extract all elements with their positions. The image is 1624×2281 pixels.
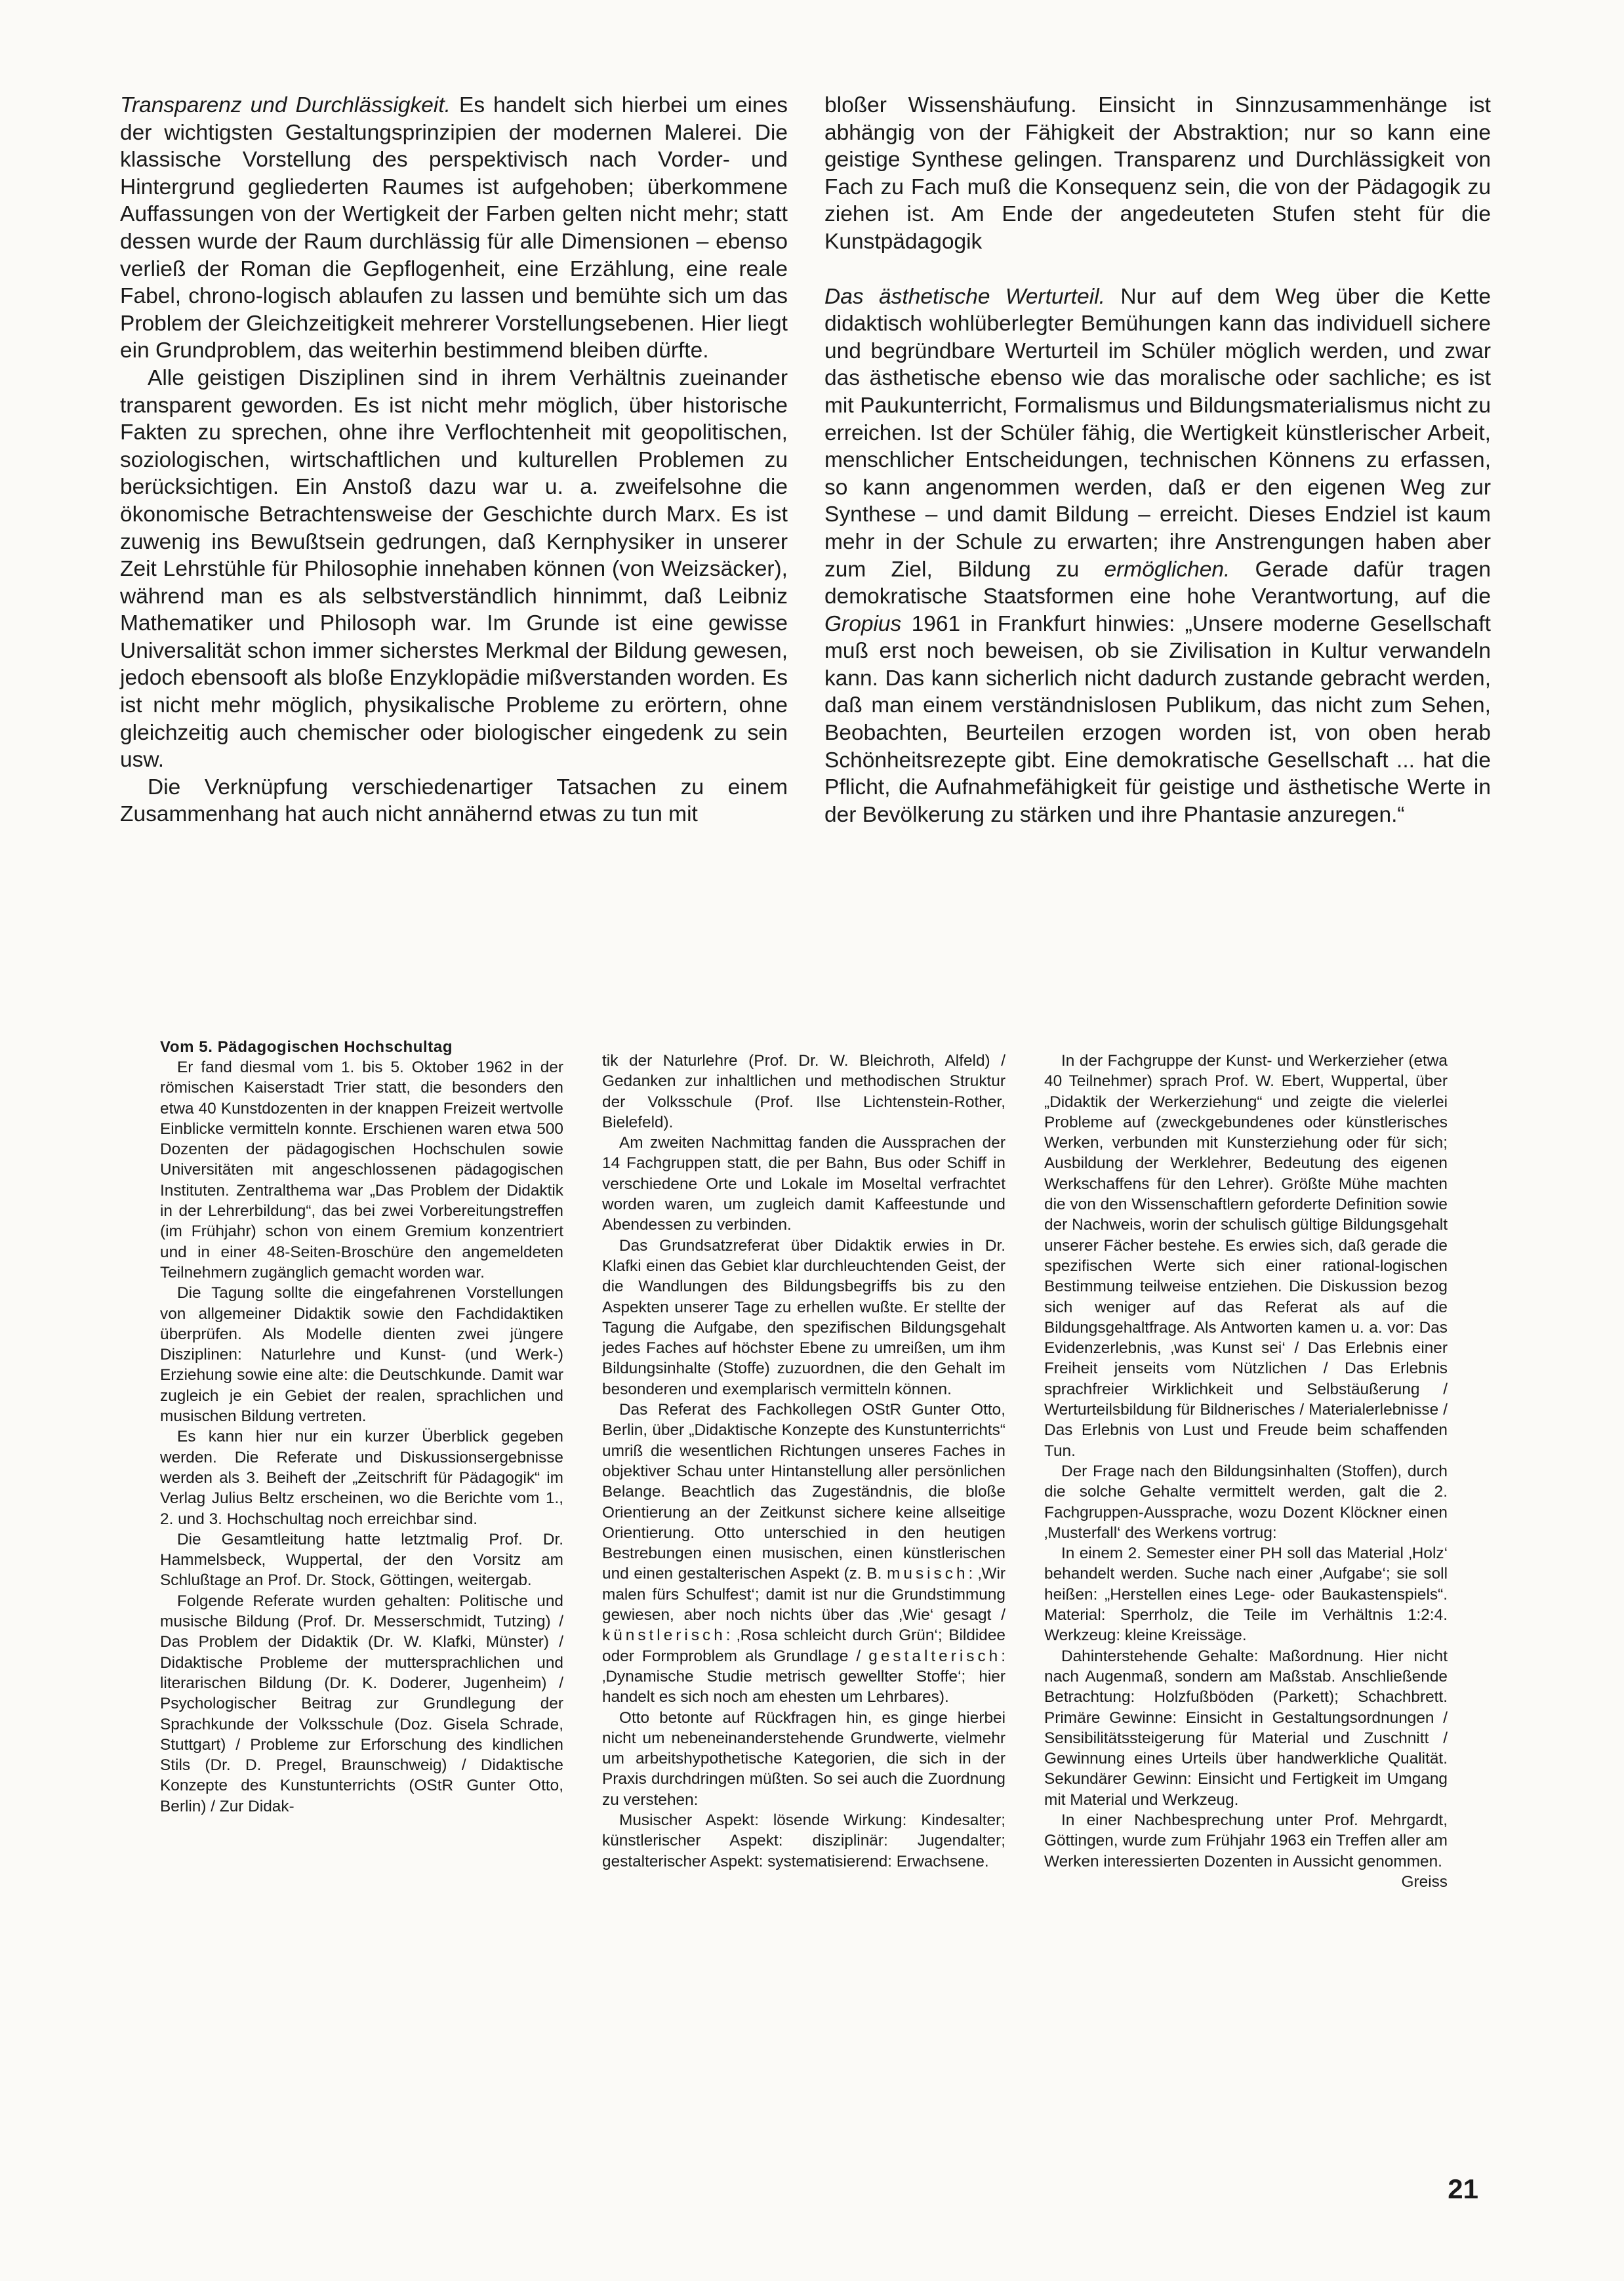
article-column-2 <box>824 92 1491 828</box>
report-column-2 <box>602 1051 1005 1872</box>
page-number: 21 <box>1448 2173 1478 2204</box>
report-paragraph: In der Fachgruppe der Kunst- und Werkerzieher (etwa 40 Teilnehmer) sprach Prof. W. Ebert, Wuppertal, über „Didaktik der Werkerziehung“ und zeigte die vielerlei Probleme auf (zweckgebundenes oder künstlerisches Werken, verbunden mit Kunsterziehung oder für sich; Ausbildung der Werklehrer, Bedeutung des eigenen Werkschaffens für den Lehrer). Größte Mühe machten die von den Wissenschaftlern geforderte Definition sowie der Nachweis, worin der schulisch gültige Bildungsgehalt unserer Fächer bestehe. Es erwies sich, daß gerade die spezifischen Werte sich einer rational-logischen Bestimmung teilweise entziehen. Die Diskussion bezog sich weniger auf das Referat als auf die Bildungsgehaltfrage. Als Antworten kamen u. a. vor: Das Evidenzerlebnis, ‚was Kunst sei‘ / Das Erlebnis einer Freiheit jenseits vom Nützlichen / Das Erlebnis sprachfreier Wirklichkeit und Selbstäußerung / Werturteilsbildung für Bildnerisches / Materialerlebnisse / Das Erlebnis von Lust und Freude beim schaffenden Tun. <box>1044 1052 1448 1460</box>
report-paragraph: Das Grundsatzreferat über Didaktik erwies in Dr. Klafki einen das Gebiet klar durchleuchtenden Geist, der die Wandlungen des Bildungsbegriffs bis zu den Aspekten unserer Tage zu erhellen wußte. Er stellte der Tagung die Aufgabe, den spezifischen Bildungsgehalt jedes Faches auf höchster Ebene zu umreißen, um ihm Bildungsinhalte (Stoffe) zuzuordnen, die den Gehalt im besonderen und exemplarisch vermitteln können. <box>602 1236 1005 1398</box>
report-paragraph: Musischer Aspekt: lösende Wirkung: Kindesalter; künstlerischer Aspekt: disziplinär: Jugendalter; gestalterischer Aspekt: systematisierend: Erwachsene. <box>602 1811 1005 1870</box>
report-paragraph: Es kann hier nur ein kurzer Überblick gegeben werden. Die Referate und Diskussionsergebnisse werden als 3. Beiheft der „Zeitschrift für Pädagogik“ im Verlag Julius Beltz erscheinen, wo die Berichte vom 1., 2. und 3. Hochschultag noch erreichbar sind. <box>160 1428 563 1528</box>
report-paragraph: Er fand diesmal vom 1. bis 5. Oktober 1962 in der römischen Kaiserstadt Trier statt, die besonders den etwa 40 Kunstdozenten in der knappen Freizeit wertvolle Einblicke vermitteln konnte. Erschienen waren etwa 500 Dozenten der pädagogischen Hochschulen sowie Universitäten mit angeschlossenen pädagogischen Instituten. Zentralthema war „Das Problem der Didaktik in der Lehrerbildung“, das bei zwei Vorbereitungstreffen (im Frühjahr) schon von einem Gremium konzentriert und in einer 48-Seiten-Broschüre den angemeldeten Teilnehmern zugänglich gemacht worden war. <box>160 1059 563 1282</box>
article-paragraph: Transparenz und Durchlässigkeit. Es handelt sich hierbei um eines der wichtigsten Gestaltungsprinzipien der modernen Malerei. Die klassische Vorstellung des perspektivisch nach Vorder- und Hintergrund gegliederten Raumes ist aufgehoben; überkommene Auffassungen von der Wertigkeit der Farben gelten nicht mehr; statt dessen wurde der Raum durchlässig für alle Dimensionen – ebenso verließ der Roman die Gepflogenheit, eine Erzählung, eine reale Fabel, chrono-logisch ablaufen zu lassen und bemühte sich um das Problem der Gleichzeitigkeit mehrerer Vorstellungsebenen. Hier liegt ein Grundproblem, das weiterhin bestimmend bleiben dürfte. <box>120 93 788 363</box>
article-paragraph: Das ästhetische Werturteil. Nur auf dem Weg über die Kette didaktisch wohlüberlegter Bemühungen kann das individuell sichere und begründbare Werturteil im Schüler möglich werden, und zwar das ästhetische ebenso wie das moralische oder sachliche; es ist mit Paukunterricht, Formalismus und Bildungsmaterialismus nicht zu erreichen. Ist der Schüler fähig, die Wertigkeit künstlerischer Arbeit, menschlicher Entscheidungen, technischen Könnens zu erfassen, so kann angenommen werden, daß er den eigenen Weg zur Synthese – und damit Bildung – erreicht. Dieses Endziel ist kaum mehr in der Schule zu erwarten; ihre Anstrengungen haben aber zum Ziel, Bildung zu ermöglichen. Gerade dafür tragen demokratische Staatsformen eine hohe Verantwortung, auf die Gropius 1961 in Frankfurt hinwies: „Unsere moderne Gesellschaft muß erst noch beweisen, ob sie Zivilisation in Kultur verwandeln kann. Das kann sicherlich nicht dadurch zustande gebracht werden, daß man einem verständnislosen Publikum, das nicht zum Sehen, Beobachten, Beurteilen erzogen worden ist, von oben herab Schönheitsrezepte gibt. Eine demokratische Gesellschaft ... hat die Pflicht, die Aufnahmefähigkeit für geistige und ästhetische Werte in der Bevölkerung zu stärken und ihre Phantasie anzuregen.“ <box>824 284 1491 827</box>
article-paragraph: bloßer Wissenshäufung. Einsicht in Sinnzusammenhänge ist abhängig von der Fähigkeit der Abstraktion; nur so kann eine geistige Synthese gelingen. Transparenz und Durchlässigkeit von Fach zu Fach muß die Konsequenz sein, die von der Pädagogik zu ziehen ist. Am Ende der angedeuteten Stufen steht für die Kunstpädagogik <box>824 93 1491 254</box>
report-paragraph: Dahinterstehende Gehalte: Maßordnung. Hier nicht nach Augenmaß, sondern am Maßstab. Anschließende Betrachtung: Holzfußböden (Parkett); Schachbrett. Primäre Gewinne: Einsicht in Gestaltungsordnungen / Sensibilitätssteigerung für Material und Zuschnitt / Gewinnung eines Urteils über handwerkliche Qualität. Sekundärer Gewinn: Einsicht und Fertigkeit im Umgang mit Material und Werkzeug. <box>1044 1647 1448 1809</box>
report-paragraph: tik der Naturlehre (Prof. Dr. W. Bleichroth, Alfeld) / Gedanken zur inhaltlichen und methodischen Struktur der Volksschule (Prof. Ilse Lichtenstein-Rother, Bielefeld). <box>602 1052 1005 1131</box>
article-paragraph: Die Verknüpfung verschiedenartiger Tatsachen zu einem Zusammenhang hat auch nicht annähernd etwas zu tun mit <box>120 775 788 827</box>
report-paragraph: In einem 2. Semester einer PH soll das Material ‚Holz‘ behandelt werden. Suche nach einer ‚Aufgabe‘; sie soll heißen: „Herstellen eines Lege- oder Baukastenspiels“. Material: Sperrholz, die Teile im Verhältnis 1:2:4. Werkzeug: kleine Kreissäge. <box>1044 1544 1448 1645</box>
report-column-3 <box>1044 1051 1448 1892</box>
paragraph-title: Das ästhetische Werturteil. <box>824 284 1105 309</box>
report-heading: Vom 5. Pädagogischen Hochschultag <box>160 1038 453 1056</box>
article-paragraph: Alle geistigen Disziplinen sind in ihrem Verhältnis zueinander transparent geworden. Es ist nicht mehr möglich, über historische Fakten zu sprechen, ohne ihre Verflochtenheit mit geopolitischen, soziologischen, wirtschaftlichen und kulturellen Problemen zu berücksichtigen. Ein Anstoß dazu war u. a. zweifelsohne die ökonomische Betrachtensweise der Geschichte durch Marx. Es ist zuwenig ins Bewußtsein gedrungen, daß Kernphysiker in unserer Zeit Lehrstühle für Philosophie innehaben können (von Weizsäcker), während man es als selbstverständlich hinnimmt, daß Leibniz Mathematiker und Philosoph war. Im Grunde ist eine gewisse Universalität schon immer sicherstes Merkmal der Bildung gewesen, jedoch ebensooft als bloße Enzyklopädie mißverstanden worden. Es ist nicht mehr möglich, physikalische Probleme zu erörtern, ohne gleichzeitig auch chemischer oder biologischer eingedenk zu sein usw. <box>120 365 788 773</box>
report-paragraph: Das Referat des Fachkollegen OStR Gunter Otto, Berlin, über „Didaktische Konzepte des Kunstunterrichts“ umriß die wesentlichen Richtungen unseres Faches in objektiver Schau unter Hintanstellung aller persönlichen Belange. Beachtlich das Zugeständnis, die bloße Orientierung an der Zeitkunst sichere keine allseitige Orientierung. Otto unterschied in den heutigen Bestrebungen einen musischen, einen künstlerischen und einen gestalterischen Aspekt (z. B. musisch: ‚Wir malen fürs Schulfest‘; damit ist nur die Grundstimmung gewiesen, aber noch nichts über das ‚Wie‘ gesagt / künstlerisch: ‚Rosa schleicht durch Grün‘; Bildidee oder Formproblem als Grundlage / gestalterisch: ‚Dynamische Studie metrisch gewellter Stoffe‘; hier handelt es sich noch am ehesten um Lehrbares). <box>602 1401 1005 1706</box>
article-column-1 <box>120 92 788 828</box>
report-paragraph: Otto betonte auf Rückfragen hin, es ginge hierbei nicht um nebeneinanderstehende Grundwerte, vielmehr um arbeitshypothetische Kategorien, die sich in der Praxis durchdringen müßten. So sei auch die Zuordnung zu verstehen: <box>602 1708 1005 1809</box>
author-signature: Greiss <box>1401 1872 1448 1891</box>
report-paragraph: Am zweiten Nachmittag fanden die Aussprachen der 14 Fachgruppen statt, die per Bahn, Bus oder Schiff in verschiedene Orte und Lokale im Moseltal verfrachtet worden waren, um zugleich damit Kaffeestunde und Abendessen zu verbinden. <box>602 1134 1005 1234</box>
report-paragraph: Die Tagung sollte die eingefahrenen Vorstellungen von allgemeiner Didaktik sowie den Fachdidaktiken überprüfen. Als Modelle dienten zwei jüngere Disziplinen: Naturlehre und Kunst- (und Werk-) Erziehung sowie eine alte: die Deutschkunde. Damit war zugleich je ein Gebiet der realen, sprachlichen und musischen Bildung vertreten. <box>160 1284 563 1426</box>
report-paragraph: In einer Nachbesprechung unter Prof. Mehrgardt, Göttingen, wurde zum Frühjahr 1963 ein Treffen aller am Werken interessierten Dozenten in Aussicht genommen. <box>1044 1811 1448 1870</box>
report-paragraph: Der Frage nach den Bildungsinhalten (Stoffen), durch die solche Gehalte vermittelt werden, galt die 2. Fachgruppen-Aussprache, wozu Dozent Klöckner einen ‚Musterfall‘ des Werkens vortrug: <box>1044 1462 1448 1542</box>
report-paragraph: Die Gesamtleitung hatte letztmalig Prof. Dr. Hammelsbeck, Wuppertal, der den Vorsitz am Schlußtage an Prof. Dr. Stock, Göttingen, weitergab. <box>160 1530 563 1590</box>
paragraph-title: Transparenz und Durchlässigkeit. <box>120 93 451 117</box>
report-paragraph: Folgende Referate wurden gehalten: Politische und musische Bildung (Prof. Dr. Messerschmidt, Tutzing) / Das Problem der Didaktik (Dr. W. Klafki, Münster) / Didaktische Probleme der muttersprachlichen und literarischen Bildung (Dr. K. Doderer, Jugenheim) / Psychologischer Beitrag zur Grundlegung der Sprachkunde der Volksschule (Doz. Gisela Schrade, Stuttgart) / Probleme zur Erforschung des kindlichen Stils (Dr. D. Pregel, Braunschweig) / Didaktische Konzepte des Kunstunterrichts (OStR Gunter Otto, Berlin) / Zur Didak- <box>160 1592 563 1815</box>
report-column-1 <box>160 1038 563 1817</box>
